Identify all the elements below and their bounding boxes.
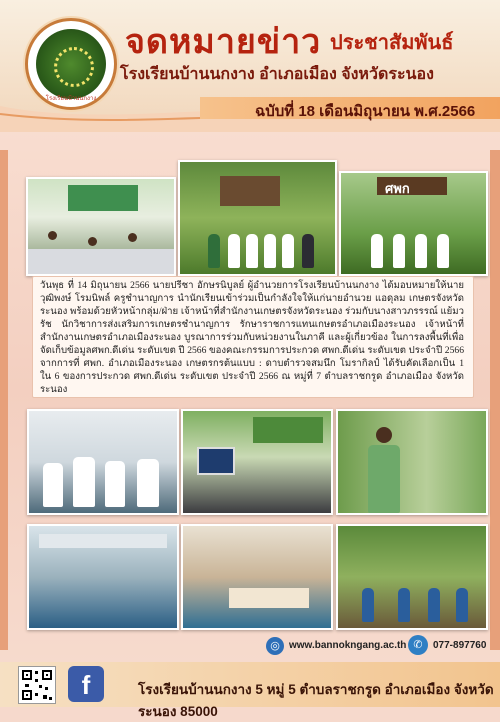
photo-farm-sign (339, 171, 488, 276)
person (48, 231, 57, 240)
globe-icon: ◎ (266, 637, 284, 655)
school-logo (25, 18, 117, 110)
qr-code-graphic (19, 667, 55, 703)
logo-emblem (36, 29, 106, 99)
building (220, 176, 280, 206)
phone-number[interactable]: 077-897760 (433, 640, 487, 651)
banner (68, 185, 138, 211)
qr-code-icon[interactable] (18, 666, 56, 704)
ceiling (39, 534, 167, 548)
left-accent-stripe (0, 150, 8, 650)
screen (197, 447, 235, 475)
website-link[interactable]: www.bannokngang.ac.th (289, 640, 407, 651)
right-accent-stripe (490, 150, 500, 650)
phone-icon: ✆ (408, 635, 428, 655)
person (128, 233, 137, 242)
newsletter-title: จดหมายข่าว (125, 23, 322, 61)
student (105, 461, 125, 507)
photo-meeting-room (26, 177, 176, 276)
person (228, 234, 240, 268)
photo-field-visit (336, 524, 488, 630)
person (282, 234, 294, 268)
person (415, 234, 427, 268)
person (88, 237, 97, 246)
facebook-icon[interactable]: f (68, 666, 104, 702)
person (428, 588, 440, 622)
person (393, 234, 405, 268)
banner (253, 417, 323, 443)
person (371, 234, 383, 268)
photo-students-seated (27, 409, 179, 515)
logo-caption: โรงเรียนบ้านนกงาง (45, 95, 97, 102)
logo-ring (54, 47, 94, 87)
person-head (376, 427, 392, 443)
newsletter-title-side: ประชาสัมพันธ์ (330, 32, 454, 54)
person (208, 234, 220, 268)
table (229, 588, 309, 608)
person (246, 234, 258, 268)
person (437, 234, 449, 268)
photo-meeting-hall (27, 524, 179, 630)
school-address: โรงเรียนบ้านนกงาง 5 หมู่ 5 ตำบลราชกรูด อำเภอเมือง จังหวัดระนอง 85000 (138, 682, 494, 719)
person (264, 234, 276, 268)
signboard-text: ศพก (385, 181, 410, 196)
person (398, 588, 410, 622)
farmer (368, 445, 400, 513)
issue-number: ฉบับที่ 18 เดือนมิถุนายน พ.ศ.2566 (255, 103, 476, 120)
article-body: วันพุธ ที่ 14 มิถุนายน 2566 นายปรีชา อักษรนิบูลย์ ผู้อำนวยการโรงเรียนบ้านนกงาง ได้มอบหมายให้นายวุฒิพงษ์ โรมนิพล์ ครูชำนาญการ นำนักเรียนเข้าร่วมเป็นกำลังใจให้แก่นายอำนวย แอดุลม เกษตรจังหวัดระนอง พร้อมด้วยหัวหน้ากลุ่ม/ฝ่าย เจ้าหน้าที่สำนักงานเกษตรจังหวัดระนอง ร่วมกับนางสาวภรรรณ์ แย้มวรัช นักวิชาการส่งเสริมการเกษตรชำนาญการ รักษาราชการแทนเกษตรอำเภอเมืองระนอง เจ้าหน้าที่สำนักงานเกษตรอำเภอเมืองระนอง บูรณาการร่วมกับหน่วยงานในภาคี และผู้เกี่ยวข้อง ในการลงพื้นที่เพื่อจัดเก็บข้อมูลศพก.ดีเด่น ระดับเขต ปี 2566 ของคณะกรรมการประกวด ศพก.ดีเด่น ระดับเขต ประจำปี 2566 จากการที่ ศพก. อำเภอเมืองระนอง เกษตรกรต้นแบบ : ดาบตำรวจสมนึก โมรากิลป์ ได้รับคัดเลือกเป็น 1 ใน 6 ของการประกวด ศพก.ดีเด่น ระดับเขต ประจำปี 2566 ณ หมู่ที่ 7 ตำบลราชกรูด อำเภอเมือง จังหวัดระนอง (40, 280, 464, 395)
person (456, 588, 468, 622)
photo-group-outdoor (178, 160, 337, 276)
school-subtitle: โรงเรียนบ้านนกงาง อำเภอเมือง จังหวัดระนอง (120, 66, 434, 83)
person (362, 588, 374, 622)
student (137, 459, 159, 507)
tables (28, 249, 174, 274)
photo-speaker (181, 524, 333, 630)
photo-farmer-portrait (336, 409, 488, 515)
photo-presentation (181, 409, 333, 515)
student (43, 463, 63, 507)
person (302, 234, 314, 268)
student (73, 457, 95, 507)
